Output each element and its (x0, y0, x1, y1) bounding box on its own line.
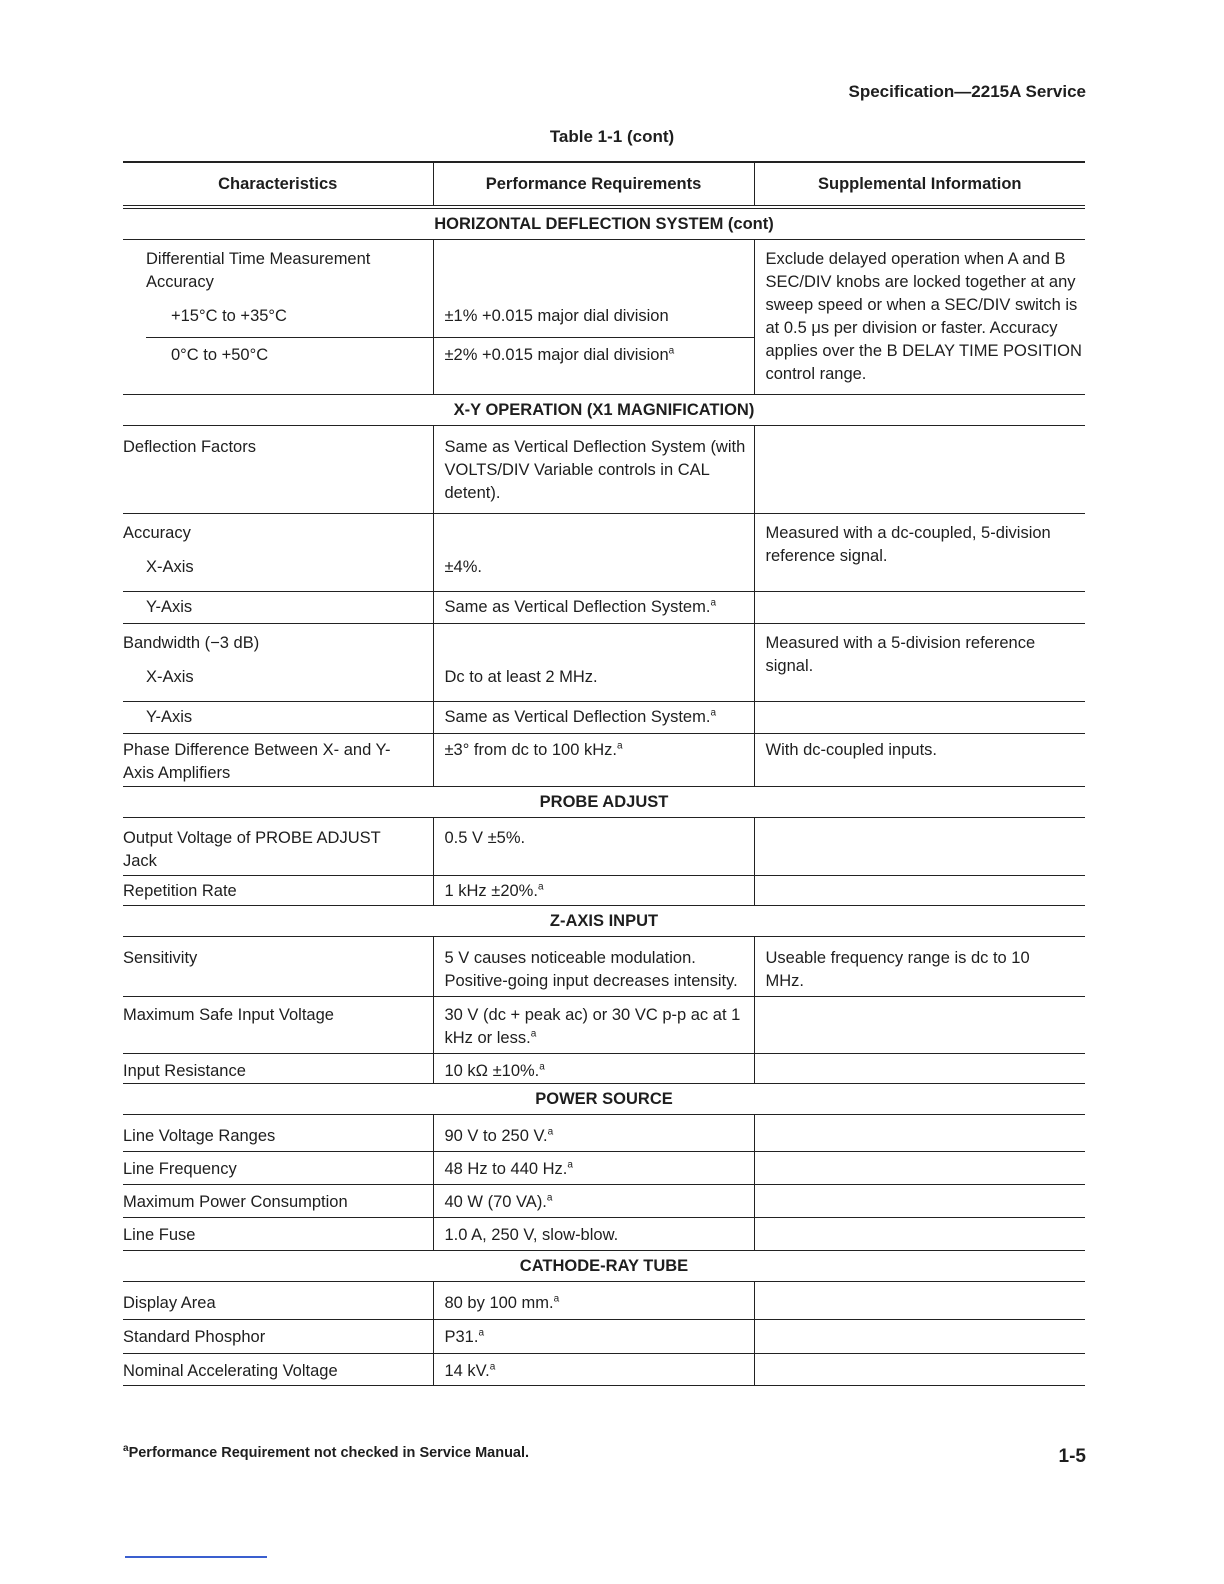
characteristic-label: Line Frequency (123, 1152, 433, 1185)
column-header-performance: Performance Requirements (433, 162, 754, 207)
table-row (123, 1115, 1085, 1152)
characteristic-sublabel: Y-Axis (146, 708, 193, 726)
table-row (123, 240, 1085, 395)
characteristic-label: Deflection Factors (123, 426, 433, 514)
characteristic-label: Bandwidth (−3 dB) (123, 634, 260, 652)
section-title-z-axis: Z-AXIS INPUT (123, 906, 1085, 937)
footnote-marker: a (710, 707, 717, 719)
section-title-crt: CATHODE-RAY TUBE (123, 1251, 1085, 1282)
footnote-text: Performance Requirement not checked in Service Manual. (128, 1445, 530, 1461)
requirement-value: 90 V to 250 V. (444, 1127, 548, 1145)
requirement-value: 30 V (dc + peak ac) or 30 VC p-p ac at 1 kHz or less. (444, 1006, 741, 1047)
characteristic-label: Phase Difference Between X- and Y-Axis Amplifiers (123, 734, 433, 787)
characteristic-label: Standard Phosphor (123, 1320, 433, 1354)
table-row (123, 1282, 1085, 1320)
requirement-value: 40 W (70 VA). (444, 1193, 547, 1211)
characteristic-label: Maximum Power Consumption (123, 1185, 433, 1218)
characteristic-sublabel: +15°C to +35°C (171, 307, 287, 325)
footnote-marker: a (489, 1361, 496, 1373)
table-row (123, 1320, 1085, 1354)
footnote-marker: a (668, 345, 675, 357)
footnote-marker: a (616, 740, 623, 752)
table-row (123, 592, 1085, 624)
footnote-marker: a (710, 597, 717, 609)
table-row (123, 997, 1085, 1054)
characteristic-sublabel: Y-Axis (146, 598, 193, 616)
table-row (123, 1354, 1085, 1386)
footnote-marker: a (553, 1293, 560, 1305)
requirement-value: ±3° from dc to 100 kHz. (444, 741, 617, 759)
characteristic-label: Line Voltage Ranges (123, 1115, 433, 1152)
characteristic-sublabel: X-Axis (146, 668, 194, 686)
supplemental-info: Measured with a dc-coupled, 5-division reference signal. (754, 514, 1085, 592)
requirement-value: Dc to at least 2 MHz. (444, 668, 598, 686)
table-row (123, 1185, 1085, 1218)
table-row (123, 1152, 1085, 1185)
characteristic-label: Input Resistance (123, 1054, 433, 1084)
requirement-value: Same as Vertical Deflection System (with VOLTS/DIV Variable controls in CAL detent). (433, 426, 754, 514)
requirement-value: 48 Hz to 440 Hz. (444, 1160, 568, 1178)
footnote-marker: a (547, 1126, 554, 1138)
table-row (123, 514, 1085, 592)
characteristic-label: Display Area (123, 1282, 433, 1320)
scan-edge-line (125, 1556, 267, 1558)
supplemental-info: With dc-coupled inputs. (754, 734, 1085, 787)
requirement-value: P31. (444, 1328, 479, 1346)
characteristic-label: Sensitivity (123, 937, 433, 997)
footnote-marker: a (478, 1327, 485, 1339)
specification-table (123, 161, 1085, 1386)
table-caption: Table 1-1 (cont) (549, 127, 675, 146)
requirement-value: ±2% +0.015 major dial division (444, 346, 669, 364)
characteristic-label: Repetition Rate (123, 876, 433, 906)
footnote-marker: a (546, 1192, 553, 1204)
characteristic-sublabel: 0°C to +50°C (171, 346, 269, 364)
table-row (123, 734, 1085, 787)
page-number: 1-5 (1058, 1446, 1086, 1467)
characteristic-label: Accuracy (123, 524, 191, 542)
footnote-marker: a (567, 1159, 573, 1171)
characteristic-label: Output Voltage of PROBE ADJUST Jack (123, 818, 433, 876)
requirement-value: 10 kΩ ±10%. (444, 1062, 540, 1080)
table-row (123, 818, 1085, 876)
characteristic-sublabel: X-Axis (146, 558, 194, 576)
table-row (123, 1054, 1085, 1084)
section-title-xy: X-Y OPERATION (X1 MAGNIFICATION) (123, 395, 1085, 426)
characteristic-label: Accuracy (146, 273, 214, 291)
section-title-horizontal: HORIZONTAL DEFLECTION SYSTEM (cont) (123, 207, 1085, 240)
characteristic-label: Differential Time Measurement (146, 250, 371, 268)
table-header-row (123, 162, 1085, 207)
requirement-value: 80 by 100 mm. (444, 1294, 554, 1312)
running-header: Specification—2215A Service (848, 82, 1086, 101)
table-row (123, 937, 1085, 997)
table-row (123, 426, 1085, 514)
table-row (123, 876, 1085, 906)
requirement-value: 5 V causes noticeable modulation. Positive-going input decreases intensity. (433, 937, 754, 997)
footnote-marker: a (537, 881, 544, 893)
characteristic-label: Maximum Safe Input Voltage (123, 997, 433, 1054)
supplemental-info: Exclude delayed operation when A and B SEC/DIV knobs are locked together at any sweep speed or when a SEC/DIV switch is at 0.5 μs per division or faster. Accuracy applies over the B DELAY TIME POSITION control range. (754, 240, 1085, 395)
characteristic-label: Nominal Accelerating Voltage (123, 1354, 433, 1386)
supplemental-info: Measured with a 5-division reference signal. (754, 624, 1085, 702)
table-row (123, 1218, 1085, 1251)
requirement-value: 0.5 V ±5%. (433, 818, 754, 876)
footnote-marker: a (123, 1443, 129, 1455)
requirement-value: 1 kHz ±20%. (444, 882, 538, 900)
characteristic-label: Line Fuse (123, 1218, 433, 1251)
column-header-characteristics: Characteristics (123, 162, 433, 207)
table-row (123, 702, 1085, 734)
requirement-value: 14 kV. (444, 1362, 490, 1380)
section-title-probe-adjust: PROBE ADJUST (123, 787, 1085, 818)
requirement-value: ±4%. (444, 558, 482, 576)
requirement-value: Same as Vertical Deflection System. (444, 598, 711, 616)
requirement-value: 1.0 A, 250 V, slow-blow. (433, 1218, 754, 1251)
section-title-power-source: POWER SOURCE (123, 1084, 1085, 1115)
footnote-marker: a (530, 1028, 537, 1040)
requirement-value: ±1% +0.015 major dial division (444, 307, 669, 325)
column-header-supplemental: Supplemental Information (754, 162, 1085, 207)
footnote-marker: a (539, 1061, 545, 1073)
supplemental-info: Useable frequency range is dc to 10 MHz. (754, 937, 1085, 997)
table-row (123, 624, 1085, 702)
footnote (123, 1445, 529, 1461)
requirement-value: Same as Vertical Deflection System. (444, 708, 711, 726)
